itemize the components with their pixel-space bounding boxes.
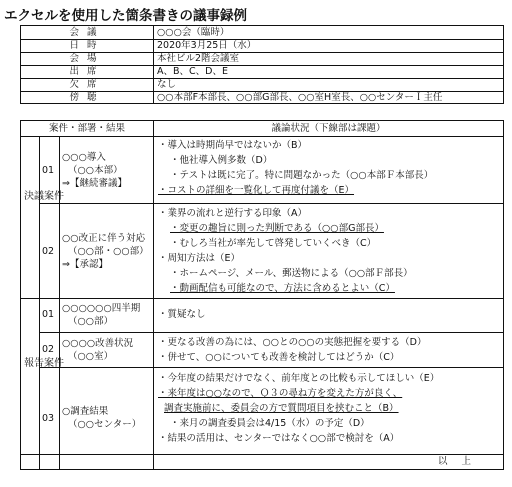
column-header-case: 案件・部署・結果 bbox=[48, 123, 125, 134]
item-dept: （○○部） bbox=[68, 316, 114, 327]
agenda-header-row bbox=[21, 121, 503, 137]
item-case: ○調査結果 bbox=[62, 406, 109, 417]
note: ・他社導入例多数（D） bbox=[170, 155, 273, 166]
note-issue: 調査実施前に、委員会の方で質問項目を挟むこと（B） bbox=[164, 403, 399, 414]
note: ・むしろ当社が率先して啓発していくべき（C） bbox=[170, 238, 377, 249]
item-result: ⇒【承認】 bbox=[62, 259, 108, 270]
info-value: なし bbox=[153, 78, 176, 91]
item-number: 03 bbox=[42, 413, 55, 424]
item-number: 02 bbox=[42, 246, 55, 257]
note: ・更なる改善の為には、○○との○○の実態把握を要する（D） bbox=[158, 337, 427, 348]
note: ・業界の流れと逆行する印象（A） bbox=[158, 208, 307, 219]
item-number: 02 bbox=[42, 344, 55, 355]
info-label: 会議 bbox=[69, 27, 105, 38]
note-issue: ・変更の趣旨に則った判断である（○○部G部長） bbox=[170, 223, 384, 234]
item-result: ⇒【継続審議】 bbox=[62, 178, 127, 189]
agenda-table bbox=[20, 120, 504, 470]
item-case: ○○○導入 bbox=[62, 152, 106, 163]
info-row-observers bbox=[21, 91, 503, 104]
info-row-attendees bbox=[21, 65, 503, 79]
info-value: 本社ビル2階会議室 bbox=[153, 52, 239, 65]
info-row-absent bbox=[21, 78, 503, 92]
note-issue: ・コストの詳細を一覧化して再度付議を（E） bbox=[158, 185, 355, 196]
note-issue: ・来年度は○○なので、Ｑ３の尋ね方を変えた方が良く、 bbox=[158, 388, 403, 399]
end-mark: 以上 bbox=[437, 456, 485, 467]
info-label: 出席 bbox=[69, 66, 105, 77]
group-label-decision: 決議案件 bbox=[24, 191, 64, 202]
info-label: 傍聴 bbox=[69, 92, 105, 103]
note: ・導入は時期尚早ではないか（B） bbox=[158, 140, 308, 151]
info-value: ○○本部F本部長、○○部G部長、○○室H室長、○○センターＩ主任 bbox=[153, 91, 442, 104]
info-value: ○○○会（臨時） bbox=[153, 26, 229, 39]
info-value: 2020年3月25日（水） bbox=[153, 39, 256, 52]
item-dept: （○○本部） bbox=[68, 165, 123, 176]
note: ・テストは既に完了。特に問題なかった（○○本部Ｆ本部長） bbox=[170, 170, 434, 181]
item-dept: （○○室） bbox=[68, 351, 114, 362]
note: ・周知方法は（E） bbox=[158, 253, 241, 264]
item-case: ○○○○改善状況 bbox=[62, 338, 134, 349]
info-label: 日時 bbox=[69, 40, 105, 51]
info-row-venue bbox=[21, 52, 503, 66]
item-dept: （○○部・○○部） bbox=[68, 246, 149, 257]
page-title: エクセルを使用した箇条書きの議事録例 bbox=[4, 8, 247, 24]
note: ・質疑なし bbox=[158, 309, 206, 320]
item-number: 01 bbox=[42, 309, 55, 320]
item-case: ○○改正に伴う対応 bbox=[62, 233, 146, 244]
meeting-info-table bbox=[20, 25, 504, 104]
info-value: A、B、C、D、E bbox=[153, 65, 228, 78]
note: ・今年度の結果だけでなく、前年度との比較も示してほしい（E） bbox=[158, 373, 440, 384]
column-header-discussion: 議論状況（下線部は課題） bbox=[153, 121, 503, 136]
note: ・併せて、○○についても改善を検討してはどうか（C） bbox=[158, 352, 400, 363]
group-label-report: 報告案件 bbox=[24, 358, 64, 369]
info-row-datetime bbox=[21, 39, 503, 53]
item-number: 01 bbox=[42, 165, 55, 176]
note-issue: ・動画配信も可能なので、方法に含めるとよい（C） bbox=[170, 283, 395, 294]
note: ・来月の調査委員会は4/15（水）の予定（D） bbox=[170, 418, 370, 429]
info-row-meeting bbox=[21, 26, 503, 40]
item-case: ○○○○○○四半期 bbox=[62, 303, 141, 314]
info-label: 欠席 bbox=[69, 79, 105, 90]
info-label: 会場 bbox=[69, 53, 105, 64]
item-dept: （○○センター） bbox=[68, 419, 142, 430]
note: ・ホームページ、メール、郵送物による（○○部Ｆ部長） bbox=[170, 268, 413, 279]
note: ・結果の活用は、センターではなく○○部で検討を（A） bbox=[158, 433, 400, 444]
